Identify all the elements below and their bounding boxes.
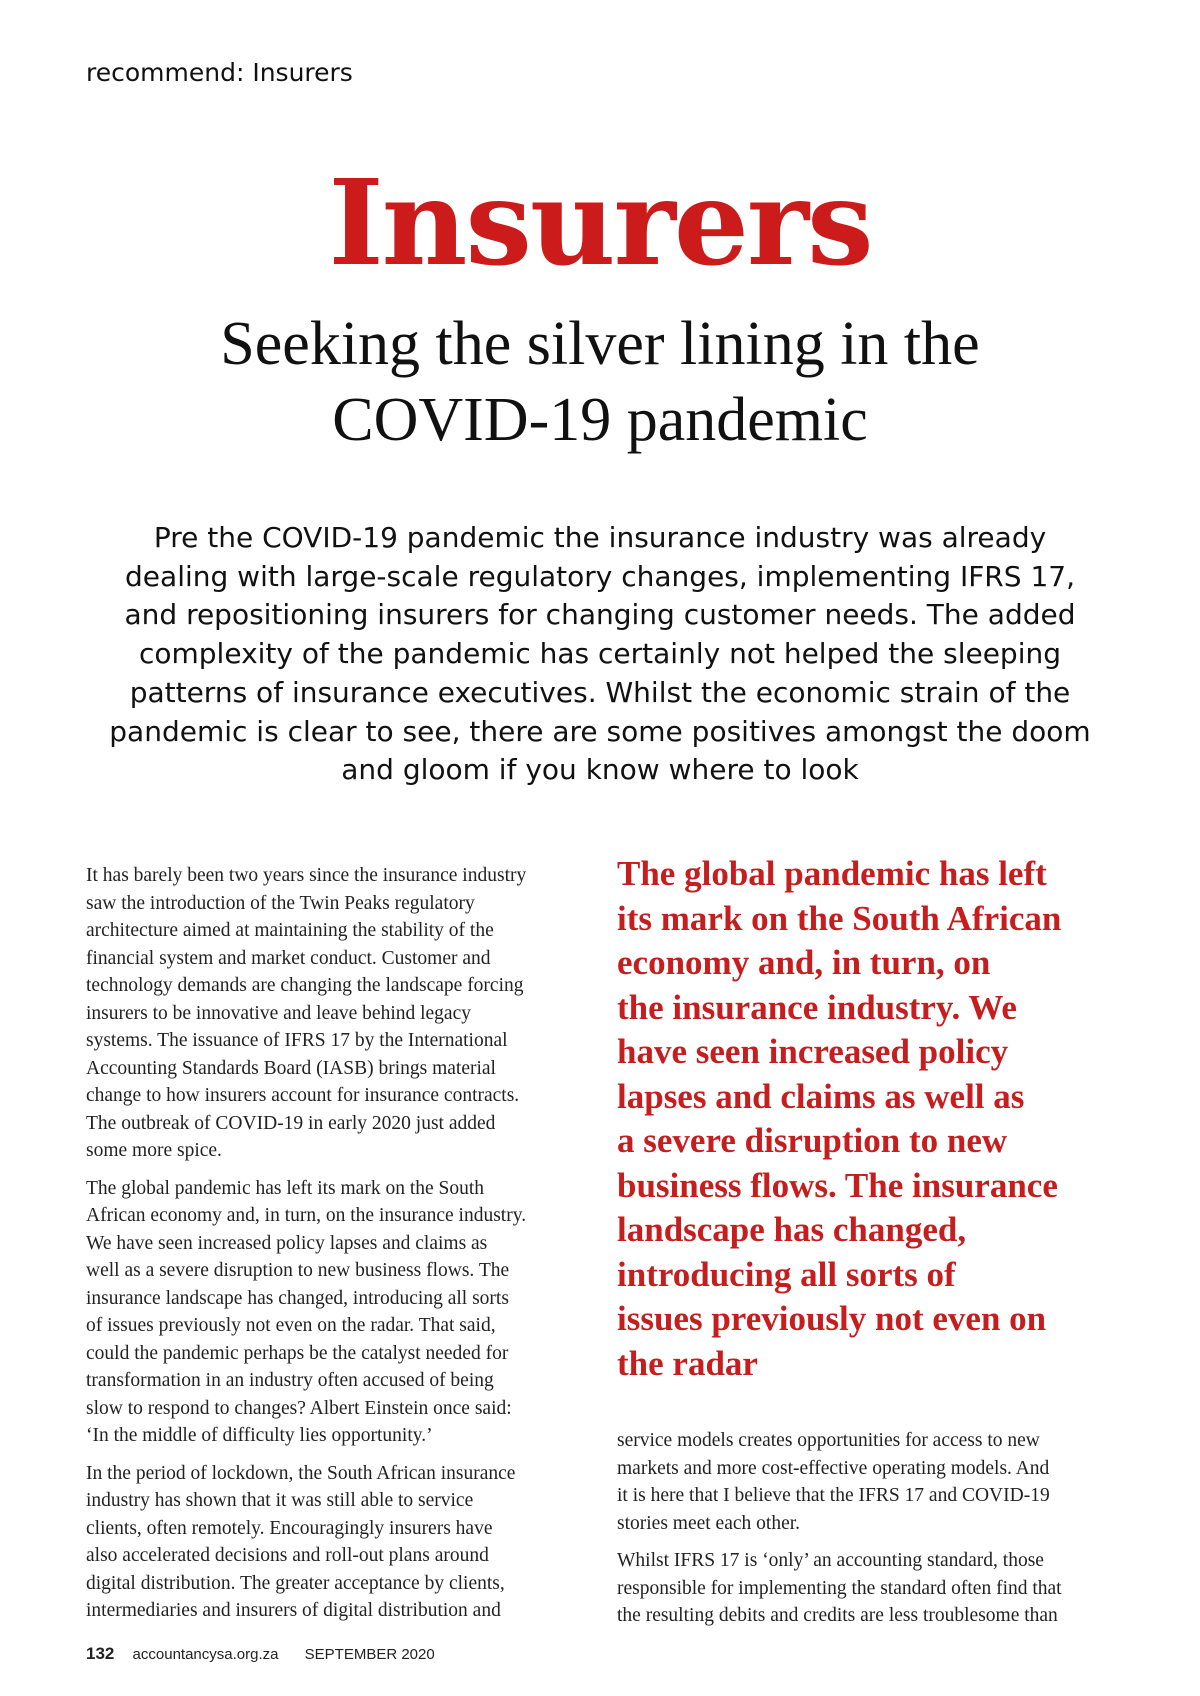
body-line: stories meet each other. bbox=[617, 1512, 801, 1534]
pull-quote-line: business flows. The insurance bbox=[617, 1165, 1058, 1205]
body-paragraph bbox=[617, 1427, 1122, 1537]
body-line: well as a severe disruption to new business flows. The bbox=[86, 1260, 510, 1281]
body-line: The outbreak of COVID-19 in early 2020 just added bbox=[86, 1112, 496, 1134]
body-line: saw the introduction of the Twin Peaks regulatory bbox=[86, 892, 475, 914]
page-footer bbox=[86, 1644, 435, 1664]
website-link[interactable]: accountancysa.org.za bbox=[132, 1646, 279, 1663]
body-line: architecture aimed at maintaining the stability of the bbox=[86, 920, 494, 941]
body-line: ‘In the middle of difficulty lies opportunity.’ bbox=[86, 1425, 433, 1446]
pull-quote bbox=[617, 852, 1127, 1386]
pull-quote-line: introducing all sorts of bbox=[617, 1254, 956, 1294]
body-line: some more spice. bbox=[86, 1140, 222, 1161]
pull-quote-line: its mark on the South African bbox=[617, 898, 1062, 938]
body-paragraph bbox=[86, 862, 606, 1165]
pull-quote-line: lapses and claims as well as bbox=[617, 1076, 1025, 1116]
standfirst-line: patterns of insurance executives. Whilst the economic strain of the bbox=[129, 675, 1071, 709]
body-line: markets and more cost-effective operating models. And bbox=[617, 1457, 1050, 1479]
body-paragraph bbox=[86, 1175, 606, 1450]
body-line: insurance landscape has changed, introducing all sorts bbox=[86, 1287, 509, 1309]
pull-quote-line: the insurance industry. We bbox=[617, 987, 1017, 1027]
pull-quote-line: economy and, in turn, on bbox=[617, 943, 991, 982]
subtitle-line: COVID-19 pandemic bbox=[332, 386, 868, 454]
article-subtitle bbox=[100, 306, 1100, 458]
standfirst-line: pandemic is clear to see, there are some positives amongst the doom bbox=[109, 714, 1091, 748]
body-line: slow to respond to changes? Albert Einstein once said: bbox=[86, 1397, 512, 1419]
body-line: it is here that I believe that the IFRS 17 and COVID-19 bbox=[617, 1485, 1050, 1506]
subtitle-line: Seeking the silver lining in the bbox=[220, 310, 980, 378]
body-line: The global pandemic has left its mark on the South bbox=[86, 1177, 485, 1199]
body-line: Whilst IFRS 17 is ‘only’ an accounting standard, those bbox=[617, 1550, 1044, 1571]
body-line: Accounting Standards Board (IASB) brings material bbox=[86, 1057, 496, 1079]
body-line: of issues previously not even on the radar. That said, bbox=[86, 1315, 496, 1336]
left-column bbox=[86, 862, 606, 1635]
body-line: industry has shown that it was still able to service bbox=[86, 1490, 474, 1511]
body-line: responsible for implementing the standard often find that bbox=[617, 1577, 1062, 1599]
body-line: service models creates opportunities for access to new bbox=[617, 1430, 1040, 1451]
standfirst-line: Pre the COVID-19 pandemic the insurance industry was already bbox=[153, 521, 1047, 554]
body-line: could the pandemic perhaps be the catalyst needed for bbox=[86, 1342, 509, 1364]
body-line: financial system and market conduct. Customer and bbox=[86, 947, 491, 969]
body-line: insurers to be innovative and leave behind legacy bbox=[86, 1002, 471, 1024]
body-line: the resulting debits and credits are less troublesome than bbox=[617, 1605, 1058, 1626]
pull-quote-line: a severe disruption to new bbox=[617, 1121, 1008, 1160]
section-label: recommend: Insurers bbox=[86, 58, 353, 87]
page-number: 132 bbox=[86, 1644, 115, 1663]
standfirst-line: and repositioning insurers for changing customer needs. The added bbox=[124, 598, 1076, 632]
pull-quote-line: The global pandemic has left bbox=[617, 854, 1047, 893]
body-line: also accelerated decisions and roll-out plans around bbox=[86, 1545, 489, 1566]
body-line: It has barely been two years since the insurance industry bbox=[86, 865, 527, 886]
body-line: In the period of lockdown, the South African insurance bbox=[86, 1462, 516, 1484]
body-line: intermediaries and insurers of digital distribution and bbox=[86, 1600, 501, 1621]
body-line: digital distribution. The greater acceptance by clients, bbox=[86, 1572, 505, 1594]
pull-quote-line: the radar bbox=[617, 1343, 758, 1383]
body-line: technology demands are changing the landscape forcing bbox=[86, 975, 524, 996]
standfirst bbox=[100, 519, 1100, 790]
standfirst-line: complexity of the pandemic has certainly not helped the sleeping bbox=[138, 637, 1062, 671]
standfirst-line: and gloom if you know where to look bbox=[341, 753, 859, 787]
pull-quote-line: issues previously not even on bbox=[617, 1299, 1047, 1338]
body-paragraph bbox=[617, 1547, 1122, 1630]
body-line: We have seen increased policy lapses and claims as bbox=[86, 1232, 488, 1254]
body-line: transformation in an industry often accused of being bbox=[86, 1370, 494, 1391]
article-title: Insurers bbox=[328, 153, 872, 292]
body-line: African economy and, in turn, on the insurance industry. bbox=[86, 1205, 527, 1226]
body-paragraph bbox=[86, 1460, 606, 1625]
issue-date: SEPTEMBER 2020 bbox=[304, 1646, 435, 1663]
standfirst-line: dealing with large-scale regulatory changes, implementing IFRS 17, bbox=[125, 559, 1075, 593]
pull-quote-line: landscape has changed, bbox=[617, 1210, 967, 1249]
body-line: systems. The issuance of IFRS 17 by the International bbox=[86, 1030, 508, 1051]
body-line: change to how insurers account for insurance contracts. bbox=[86, 1085, 520, 1106]
body-line: clients, often remotely. Encouragingly insurers have bbox=[86, 1517, 493, 1539]
pull-quote-line: have seen increased policy bbox=[617, 1032, 1009, 1071]
right-column bbox=[617, 1427, 1122, 1640]
